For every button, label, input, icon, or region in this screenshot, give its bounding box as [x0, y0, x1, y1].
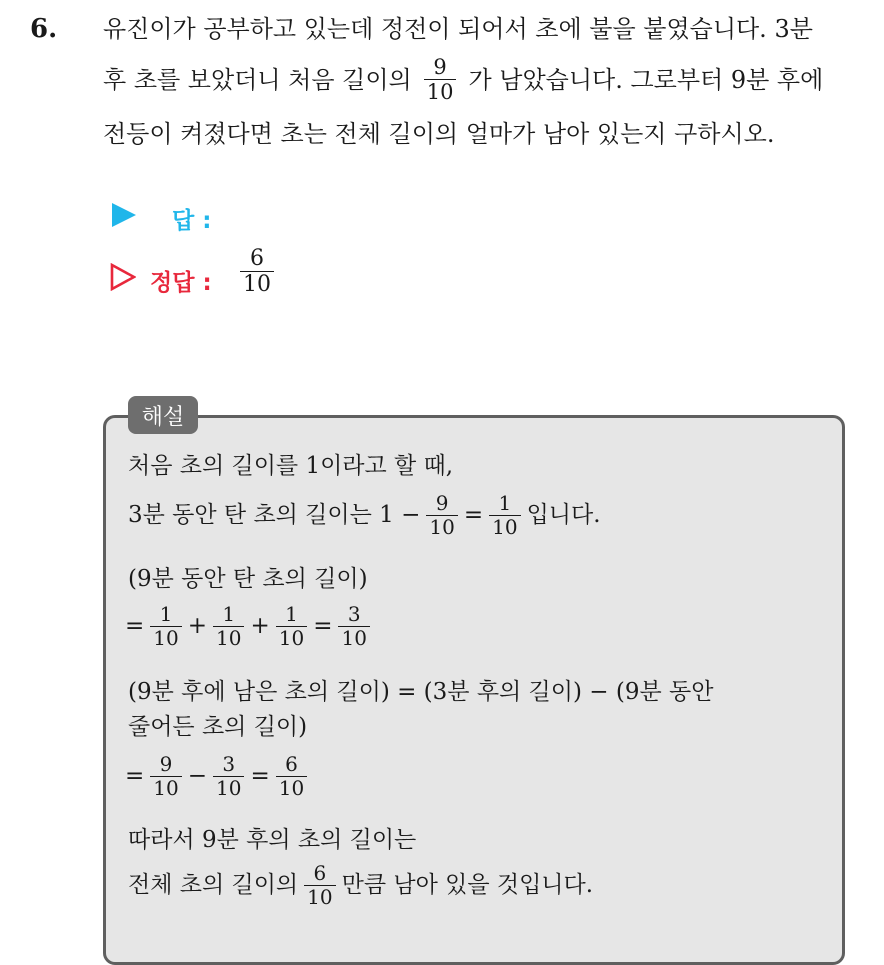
fraction — [213, 604, 244, 649]
equals-sign: = — [313, 613, 333, 639]
fraction-denominator: 10 — [213, 776, 244, 799]
question-number: 6. — [30, 14, 58, 44]
fraction-denominator: 10 — [150, 776, 181, 799]
explanation-text: 입니다. — [526, 502, 601, 528]
fraction-numerator: 9 — [433, 55, 447, 79]
fraction-denominator: 10 — [240, 271, 274, 296]
question-line-2 — [103, 56, 823, 103]
fraction-numerator: 3 — [222, 752, 236, 776]
fraction-denominator: 10 — [424, 79, 457, 103]
fraction-denominator: 10 — [489, 515, 520, 538]
fraction-9-10 — [424, 56, 457, 103]
explanation-line-8: 따라서 9분 후의 초의 길이는 — [128, 827, 417, 853]
plus-sign: + — [250, 613, 270, 639]
explanation-text: 만큼 남아 있을 것입니다. — [341, 872, 594, 898]
equals-sign: = — [250, 763, 270, 789]
answer-play-icon — [112, 203, 136, 227]
fraction — [304, 863, 335, 908]
equals-sign: = — [463, 502, 484, 528]
fraction-numerator: 6 — [313, 861, 327, 885]
question-line-2-text-b: 가 남았습니다. 그로부터 9분 후에 — [468, 65, 824, 94]
fraction-denominator: 10 — [276, 776, 307, 799]
explanation-line-1: 처음 초의 길이를 1이라고 할 때, — [128, 453, 454, 479]
explanation-line-4 — [125, 604, 376, 649]
explanation-line-5: (9분 후에 남은 초의 길이) = (3분 후의 길이) − (9분 동안 — [128, 679, 714, 705]
fraction — [276, 604, 307, 649]
fraction-numerator: 6 — [285, 752, 298, 776]
explanation-text: 전체 초의 길이의 — [128, 872, 299, 898]
answer-label: 답 : — [172, 208, 212, 234]
fraction-numerator: 6 — [250, 246, 264, 271]
correct-answer-fraction — [240, 247, 274, 296]
fraction — [150, 754, 181, 799]
fraction — [338, 604, 369, 649]
fraction-denominator: 10 — [304, 885, 335, 908]
explanation-line-6: 줄어든 초의 길이) — [128, 714, 308, 740]
fraction-numerator: 1 — [498, 491, 512, 515]
fraction-numerator: 9 — [159, 752, 173, 776]
question-line-2-text-a: 후 초를 보았더니 처음 길이의 — [103, 65, 412, 94]
fraction — [213, 754, 244, 799]
question-line-3: 전등이 켜졌다면 초는 전체 길이의 얼마가 남아 있는지 구하시오. — [103, 120, 775, 148]
fraction — [276, 754, 307, 799]
fraction-numerator: 9 — [435, 491, 449, 515]
fraction-numerator: 3 — [347, 602, 361, 626]
question-line-1: 유진이가 공부하고 있는데 정전이 되어서 초에 불을 붙였습니다. 3분 — [103, 15, 813, 43]
equals-sign: = — [125, 613, 145, 639]
equals-sign: = — [125, 763, 145, 789]
fraction-numerator: 1 — [159, 602, 173, 626]
fraction — [426, 493, 457, 538]
fraction — [150, 604, 181, 649]
plus-sign: + — [187, 613, 208, 639]
fraction-denominator: 10 — [150, 626, 181, 649]
fraction — [489, 493, 520, 538]
explanation-line-2 — [128, 493, 601, 538]
explanation-line-7 — [125, 754, 313, 799]
explanation-tag: 해설 — [128, 396, 198, 434]
fraction-numerator: 1 — [285, 602, 298, 626]
correct-answer-label: 정답 : — [150, 270, 212, 296]
fraction-denominator: 10 — [426, 515, 457, 538]
fraction-numerator: 1 — [222, 602, 236, 626]
explanation-line-9 — [128, 863, 593, 908]
minus-sign: − — [187, 763, 208, 789]
explanation-line-3: (9분 동안 탄 초의 길이) — [128, 566, 368, 592]
explanation-text: 3분 동안 탄 초의 길이는 1 − — [128, 502, 421, 528]
fraction-denominator: 10 — [338, 626, 369, 649]
correct-answer-outline-play-icon — [110, 263, 136, 291]
fraction-denominator: 10 — [276, 626, 307, 649]
fraction-denominator: 10 — [213, 626, 244, 649]
